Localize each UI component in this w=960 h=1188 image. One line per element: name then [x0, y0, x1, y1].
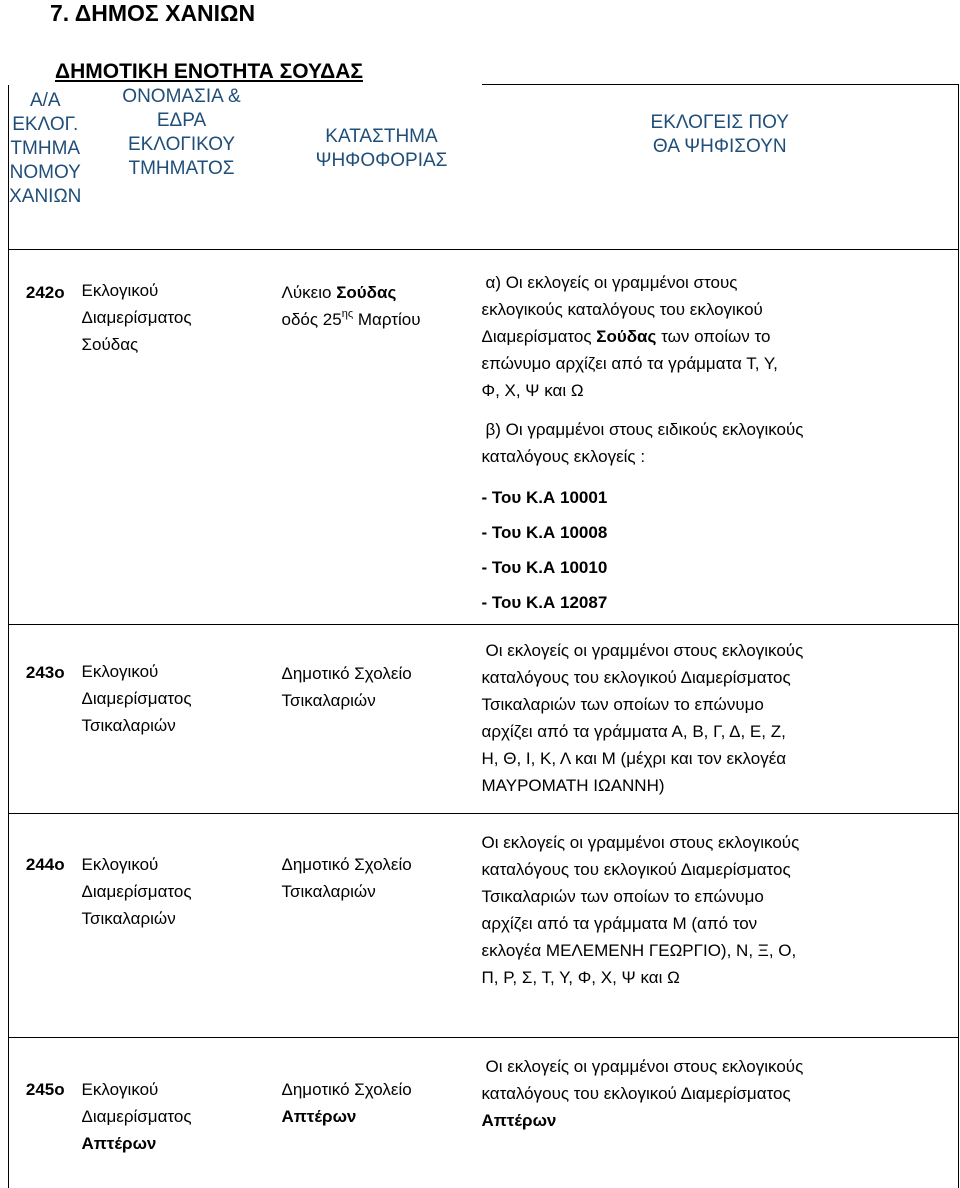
- header-text: ΚΑΤΑΣΤΗΜΑ: [325, 125, 438, 147]
- district-name: [82, 1038, 282, 1188]
- district-name-line: Διαμερίσματος: [81, 689, 192, 708]
- special-list-item: - Του Κ.Α 12087: [481, 592, 608, 612]
- district-name-line: Τσικαλαριών: [81, 908, 176, 928]
- district-name-line: Εκλογικού: [81, 854, 159, 874]
- voters-line: Φ, Χ, Ψ και Ω: [481, 380, 584, 400]
- district-number: 242ο: [9, 250, 82, 625]
- district-name-line: Διαμερίσματος: [81, 307, 192, 327]
- table-row: [9, 814, 959, 1038]
- polling-stations-table: [8, 84, 959, 1188]
- station-text: οδός 25: [281, 309, 342, 329]
- voters-line: ΜΑΥΡΟΜΑΤΗ ΙΩΑΝΝΗ): [481, 776, 665, 795]
- voters-line: [482, 883, 959, 910]
- header-district-number: [9, 85, 82, 250]
- voters-line: Απτέρων: [481, 1111, 557, 1130]
- header-polling-station: [282, 85, 482, 250]
- station-text: Σούδας: [336, 282, 397, 302]
- district-name-line: Τσικαλαριών: [81, 716, 176, 735]
- voters-line: [482, 323, 959, 350]
- voters-line: αρχίζει από τα γράμματα Α, Β, Γ, Δ, Ε, Ζ,: [481, 722, 786, 741]
- voters-description: [482, 814, 959, 1038]
- voters-line: επώνυμο αρχίζει από τα γράμματα Τ, Υ,: [481, 353, 778, 373]
- voters-line: Η, Θ, Ι, Κ, Λ και Μ (μέχρι και τον εκλογέα: [481, 749, 787, 768]
- header-voters: [482, 85, 959, 250]
- polling-station: [282, 1038, 482, 1188]
- header-text: ΤΜΗΜΑ: [10, 137, 81, 159]
- header-text: ΕΔΡΑ: [156, 109, 207, 131]
- voters-description: [482, 625, 959, 813]
- voters-line: α) Οι εκλογείς οι γραμμένοι στους: [485, 272, 738, 292]
- district-name-line: Διαμερίσματος: [81, 881, 192, 901]
- voters-description: [482, 250, 959, 625]
- polling-station-line: Τσικαλαριών: [281, 881, 376, 901]
- voters-line: καταλόγους του εκλογικού Διαμερίσματος: [481, 1084, 791, 1103]
- header-text: ΕΚΛΟΓΙΚΟΥ: [127, 133, 236, 155]
- voters-text: των οποίων το επώνυμο: [580, 886, 764, 906]
- voters-line: καταλόγους του εκλογικού Διαμερίσματος: [481, 668, 791, 687]
- voters-line: Οι εκλογείς οι γραμμένοι στους εκλογικούς: [481, 832, 800, 852]
- document-title: 7. ΔΗΜΟΣ ΧΑΝΙΩΝ: [50, 0, 256, 26]
- voters-line: εκλογικούς καταλόγους του εκλογικού: [481, 299, 763, 319]
- header-text: ΟΝΟΜΑΣΙΑ &: [122, 85, 241, 107]
- district-name: [82, 250, 282, 625]
- polling-station-line: Δημοτικό Σχολείο: [281, 664, 412, 683]
- district-name-line: Εκλογικού: [81, 1080, 159, 1099]
- voters-line: καταλόγους εκλογείς :: [481, 446, 646, 466]
- district-name-line: Εκλογικού: [81, 662, 159, 681]
- ordinal-suffix: ης: [341, 307, 354, 320]
- voters-text: Διαμερίσματος: [481, 326, 592, 346]
- polling-station-line: Δημοτικό Σχολείο: [281, 1080, 412, 1099]
- polling-station-line: Απτέρων: [281, 1107, 357, 1126]
- special-list-item: - Του Κ.Α 10001: [481, 487, 608, 507]
- district-name-line: Σούδας: [81, 334, 139, 354]
- voters-description: [482, 1038, 959, 1188]
- voters-text: των οποίων το επώνυμο: [580, 695, 764, 714]
- table-row: [9, 625, 959, 813]
- district-number: 245ο: [9, 1038, 82, 1188]
- district-name-line: Διαμερίσματος: [81, 1107, 192, 1126]
- table-row: [9, 1038, 959, 1188]
- header-text: ΕΚΛΟΓΕΙΣ ΠΟΥ: [650, 112, 789, 133]
- polling-station-line: Τσικαλαριών: [281, 691, 376, 710]
- district-name: [82, 625, 282, 813]
- voters-line: [482, 691, 959, 718]
- voters-line: αρχίζει από τα γράμματα Μ (από τον: [481, 913, 758, 933]
- voters-line: καταλόγους του εκλογικού Διαμερίσματος: [481, 859, 791, 879]
- district-name-line: Εκλογικού: [81, 280, 159, 300]
- voters-line: Π, Ρ, Σ, Τ, Υ, Φ, Χ, Ψ και Ω: [481, 967, 680, 987]
- voters-text: Τσικαλαριών: [481, 886, 576, 906]
- special-list-item: - Του Κ.Α 10008: [481, 522, 608, 542]
- voters-text: Τσικαλαριών: [481, 695, 576, 714]
- polling-station: [282, 814, 482, 1038]
- voters-line: Οι εκλογείς οι γραμμένοι στους εκλογικούς: [485, 1057, 804, 1076]
- voters-line: εκλογέα ΜΕΛΕΜΕΝΗ ΓΕΩΡΓΙΟ), Ν, Ξ, Ο,: [481, 940, 797, 960]
- header-text: ΨΗΦΟΦΟΡΙΑΣ: [315, 149, 448, 171]
- station-text: Μαρτίου: [357, 309, 421, 329]
- header-text: ΤΜΗΜΑΤΟΣ: [128, 157, 235, 179]
- table-row: [9, 250, 959, 625]
- header-text: ΘΑ ΨΗΦΙΣΟΥΝ: [652, 136, 787, 157]
- district-number: 243ο: [9, 625, 82, 813]
- polling-station-line: Δημοτικό Σχολείο: [281, 854, 412, 874]
- header-district-name: [82, 85, 282, 250]
- polling-station: [282, 250, 482, 625]
- municipal-unit-title: ΔΗΜΟΤΙΚΗ ΕΝΟΤΗΤΑ ΣΟΥΔΑΣ: [55, 60, 363, 83]
- polling-station-line: [282, 306, 482, 333]
- voters-line: β) Οι γραμμένοι στους ειδικούς εκλογικούς: [485, 419, 804, 439]
- header-text: Α/Α: [29, 89, 61, 111]
- voters-text: Σούδας: [596, 326, 657, 346]
- special-list-item: - Του Κ.Α 10010: [481, 557, 608, 577]
- district-name: [82, 814, 282, 1038]
- district-name-line: Απτέρων: [81, 1134, 157, 1153]
- header-text: ΝΟΜΟΥ: [9, 161, 81, 183]
- header-text: ΕΚΛΟΓ.: [12, 113, 79, 135]
- voters-text: των οποίων το: [661, 326, 771, 346]
- polling-station-line: [282, 279, 482, 306]
- district-number: 244ο: [9, 814, 82, 1038]
- polling-station: [282, 625, 482, 813]
- station-text: Λύκειο: [281, 282, 332, 302]
- voters-line: Οι εκλογείς οι γραμμένοι στους εκλογικούς: [485, 641, 804, 660]
- table-header-row: [9, 85, 959, 250]
- header-text: ΧΑΝΙΩΝ: [9, 185, 82, 207]
